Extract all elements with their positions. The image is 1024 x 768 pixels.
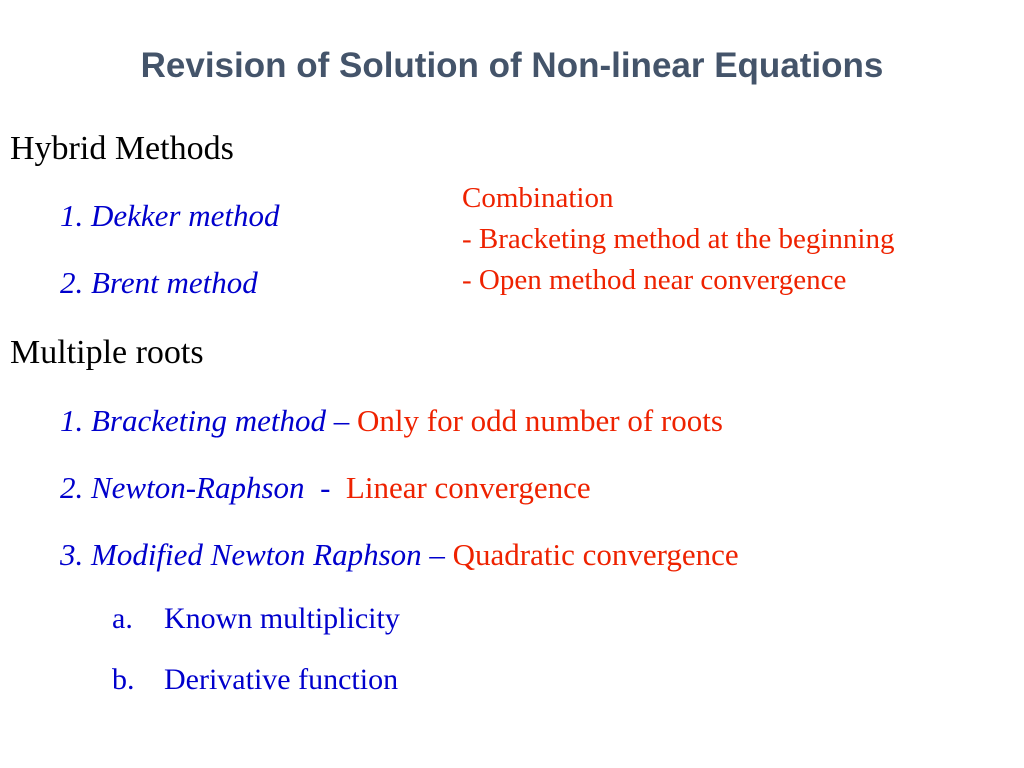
multiple-item-newton (60, 470, 591, 506)
note-line: - Bracketing method at the beginning (462, 223, 895, 255)
list-marker: a. (112, 602, 133, 635)
separator: - (304, 470, 346, 505)
method-label: 2. Brent method (60, 265, 258, 300)
subitem-derivative-function (112, 663, 398, 697)
method-note: Only for odd number of roots (357, 403, 723, 438)
multiple-roots-heading: Multiple roots (10, 334, 204, 371)
separator: – (421, 537, 453, 572)
list-marker: b. (112, 663, 135, 696)
slide-title: Revision of Solution of Non-linear Equations (140, 46, 884, 85)
multiple-item-modified-newton (60, 537, 739, 573)
hybrid-note (462, 178, 894, 301)
hybrid-methods-heading: Hybrid Methods (10, 130, 234, 167)
hybrid-item-brent (60, 265, 258, 301)
method-label: 2. Newton-Raphson (60, 470, 305, 505)
method-label: 1. Bracketing method (60, 403, 327, 438)
hybrid-item-dekker (60, 198, 280, 234)
method-label: 3. Modified Newton Raphson (60, 537, 422, 572)
subitem-known-multiplicity (112, 602, 400, 636)
note-line: Combination (462, 182, 614, 214)
method-note: Linear convergence (345, 470, 591, 505)
separator: – (326, 403, 358, 438)
method-note: Quadratic convergence (452, 537, 739, 572)
method-label: 1. Dekker method (60, 198, 280, 233)
multiple-item-bracketing (60, 403, 723, 439)
subitem-text: Known multiplicity (164, 602, 400, 635)
subitem-text: Derivative function (164, 663, 399, 696)
note-line: - Open method near convergence (462, 264, 847, 296)
